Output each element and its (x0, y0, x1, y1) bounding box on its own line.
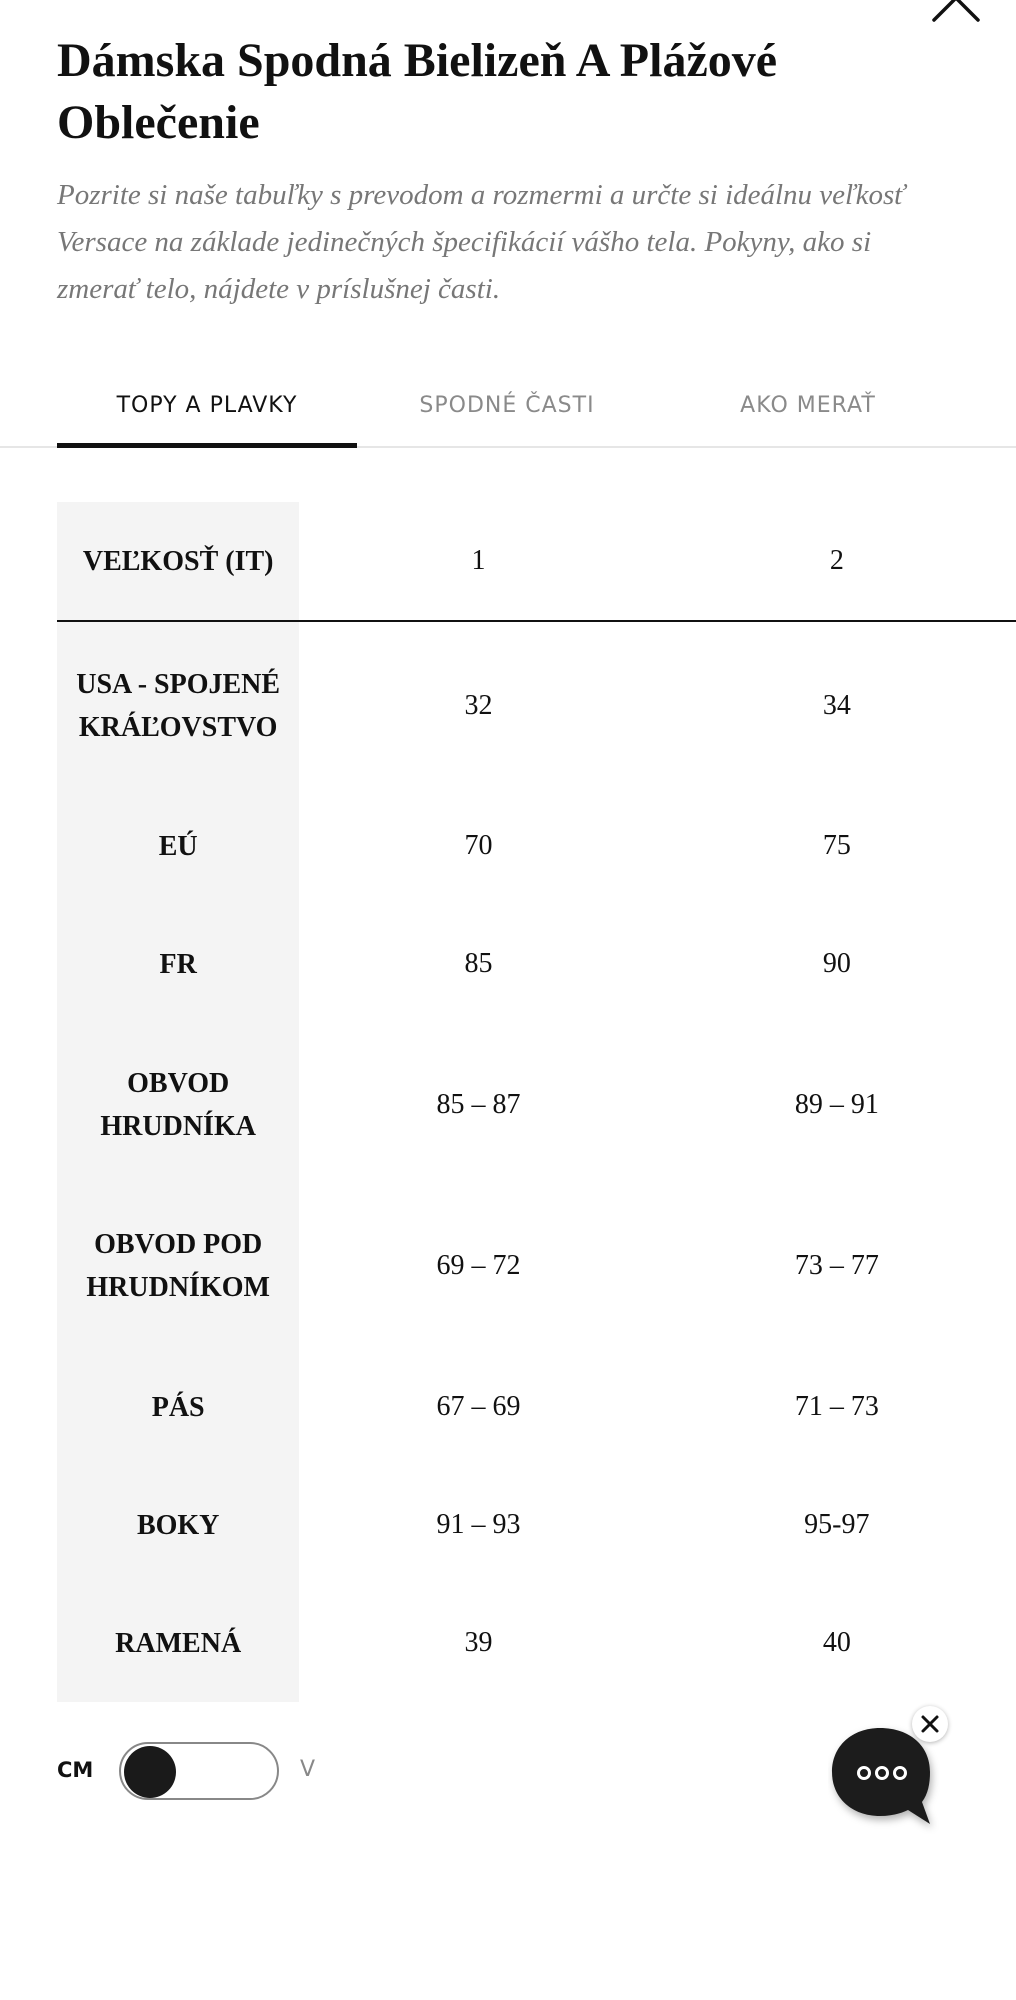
table-cell: 91 – 93 (436, 1509, 521, 1540)
size-column-header: 1 (471, 545, 486, 576)
table-cell: 67 – 69 (436, 1391, 521, 1422)
row-label: EÚ (57, 790, 299, 902)
table-cell: 32 (464, 690, 493, 721)
size-table (57, 502, 1016, 1702)
size-column-header: 2 (829, 545, 844, 576)
row-label: OBVOD HRUDNÍKA (57, 1026, 299, 1184)
chat-widget (828, 1706, 956, 1836)
tab-label: TOPY A PLAVKY (116, 392, 298, 418)
switch-knob[interactable] (124, 1746, 176, 1798)
table-cell: 95-97 (804, 1509, 870, 1540)
modal-description: Pozrite si naše tabuľky s prevodom a rozmermi a určte si ideálnu veľkosť Versace na základe jedinečných špecifikácií vášho tela. Pokyny, ako si zmerať telo, nájdete v príslušnej časti. (57, 179, 905, 305)
table-cell: 73 – 77 (794, 1250, 879, 1281)
table-row (57, 1466, 1016, 1584)
table-row (57, 1184, 1016, 1348)
table-row (57, 622, 1016, 790)
row-label: VEĽKOSŤ (IT) (57, 502, 299, 620)
table-row (57, 1348, 1016, 1466)
size-tabs (0, 378, 1016, 448)
row-label: BOKY (57, 1466, 299, 1584)
table-row (57, 902, 1016, 1026)
table-cell: 85 (464, 948, 493, 979)
unit-toggle (57, 1742, 357, 1804)
table-cell: 85 – 87 (436, 1089, 521, 1120)
unit-label-cm: CM (57, 1758, 94, 1782)
close-small-icon (912, 1706, 948, 1742)
table-row (57, 790, 1016, 902)
unit-switch[interactable] (119, 1742, 279, 1800)
table-cell: 70 (464, 830, 493, 861)
modal-title: Dámska Spodná Bielizeň A Plážové Oblečenie (57, 34, 778, 149)
table-cell: 39 (464, 1627, 493, 1658)
table-cell: 71 – 73 (794, 1391, 879, 1422)
row-label: OBVOD POD HRUDNÍKOM (57, 1184, 299, 1348)
row-label: FR (57, 902, 299, 1026)
row-label: USA - SPOJENÉ KRÁĽOVSTVO (57, 622, 299, 790)
table-row (57, 1584, 1016, 1702)
table-row (57, 1026, 1016, 1184)
row-label: PÁS (57, 1348, 299, 1466)
chat-close-button[interactable] (912, 1706, 948, 1742)
table-cell: 89 – 91 (794, 1089, 879, 1120)
close-icon (928, 0, 984, 28)
tab-bottoms[interactable] (357, 378, 657, 446)
table-cell: 75 (822, 830, 851, 861)
table-header-row (57, 502, 1016, 622)
row-label: RAMENÁ (57, 1584, 299, 1702)
table-cell: 69 – 72 (436, 1250, 521, 1281)
tab-label: SPODNÉ ČASTI (419, 392, 595, 418)
tab-how-to-measure[interactable] (658, 378, 958, 446)
table-cell: 90 (822, 948, 851, 979)
table-cell: 34 (822, 690, 851, 721)
unit-label-v: V (300, 1757, 316, 1782)
close-button[interactable] (928, 0, 984, 28)
tab-tops-swimwear[interactable] (57, 378, 357, 446)
table-cell: 40 (822, 1627, 851, 1658)
tab-label: AKO MERAŤ (740, 392, 876, 418)
